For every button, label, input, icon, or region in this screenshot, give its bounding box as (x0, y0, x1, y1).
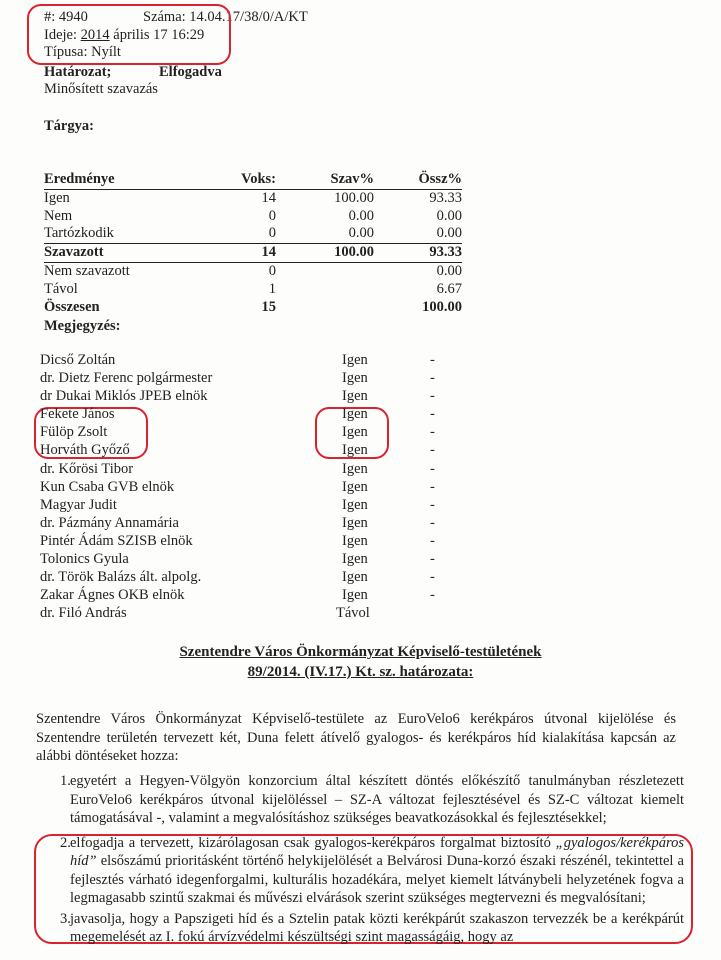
voter-name: dr. Kőrösi Tibor (40, 460, 134, 477)
item-number: 2. (60, 834, 71, 851)
voter-name: dr. Török Balázs ált. alpolg. (40, 569, 202, 586)
voter-name: Magyar Judit (40, 496, 117, 513)
voter-dash: - (430, 424, 435, 441)
row-ossz: 0.00 (436, 207, 462, 224)
row-label: Összesen (44, 298, 100, 315)
voter-name: dr. Dietz Ferenc polgármester (40, 370, 213, 387)
resolution-title (0, 642, 721, 682)
resolution-items (34, 772, 684, 947)
list-item (40, 604, 460, 622)
voter-dash: - (430, 587, 435, 604)
table-row (44, 244, 462, 263)
row-ossz: 93.33 (429, 189, 462, 206)
remarks-label: Megjegyzés: (44, 318, 121, 334)
list-item (40, 460, 460, 478)
voter-vote: Távol (336, 605, 370, 622)
voter-vote: Igen (342, 478, 368, 495)
voter-vote: Igen (342, 569, 368, 586)
table-row (44, 299, 462, 317)
row-ossz: 100.00 (422, 298, 462, 315)
decision-value: Elfogadva (159, 64, 222, 80)
vote-list (40, 351, 460, 622)
row-ossz: 0.00 (436, 225, 462, 242)
list-item (40, 478, 460, 496)
row-label: Nem (44, 207, 73, 224)
list-item (34, 910, 684, 947)
list-item (40, 496, 460, 514)
item-number: 3. (60, 910, 71, 927)
voter-name: dr Dukai Miklós JPEB elnök (40, 388, 208, 405)
voter-vote: Igen (342, 370, 368, 387)
table-row (44, 262, 462, 280)
item-text: javasolja, hogy a Papszigeti híd és a Sztelin patak közti kerékpárút szakaszon tervezzék be a kerékpárút megemelését az I. fokú árvízvédelmi készültségi szint magasságáig, hogy az (70, 910, 684, 945)
voter-dash: - (430, 569, 435, 586)
item-text-italic: „gyalogos/kerékpáros híd” (70, 834, 684, 869)
row-szav: 0.00 (348, 225, 374, 242)
row-label: Szavazott (44, 244, 216, 263)
row-szav: 100.00 (276, 244, 374, 263)
list-item (40, 405, 460, 423)
list-item (40, 387, 460, 405)
col-ossz: Össz% (374, 171, 462, 189)
list-item (40, 441, 460, 459)
table-row (44, 208, 462, 226)
voter-vote: Igen (342, 496, 368, 513)
row-ossz: 93.33 (374, 244, 462, 263)
row-voks: 1 (268, 280, 276, 297)
item-text-post: elsőszámú prioritásként történő helykijelölését a Belvárosi Duna-korzó északi részénél, tekintettel a fejlesztés várható idegenforgalmi, kulturális hozadékára, melyet kiemelt látványbeli helyzetének fogva a legmagasabb szintű szakmai és művészi elvárások szerint szükséges megtervezni és megvalósítani; (70, 853, 684, 906)
row-szav: 100.00 (334, 189, 374, 206)
voter-dash: - (430, 442, 435, 459)
list-item (34, 772, 684, 828)
voter-dash: - (430, 406, 435, 423)
decision-label: Határozat; (44, 64, 112, 80)
voter-dash: - (430, 478, 435, 495)
resolution-title-line1: Szentendre Város Önkormányzat Képviselő-testületének (179, 644, 542, 660)
row-szav: 0.00 (348, 207, 374, 224)
item-number: 1. (60, 773, 71, 789)
voter-dash: - (430, 496, 435, 513)
row-voks: 14 (261, 189, 276, 206)
date-label: Ideje: (44, 27, 81, 43)
row-szav (276, 281, 374, 299)
date-year: 2014 (80, 27, 110, 43)
voter-dash: - (430, 352, 435, 368)
table-row (44, 225, 462, 243)
row-voks: 0 (268, 262, 276, 279)
voter-dash: - (430, 551, 435, 568)
list-item (40, 586, 460, 604)
voter-name: Horváth Győző (40, 442, 130, 459)
voter-dash: - (430, 514, 435, 531)
voter-name: Zakar Ágnes OKB elnök (40, 587, 185, 604)
voter-vote: Igen (342, 424, 368, 441)
voter-name: Tolonics Gyula (40, 551, 129, 568)
row-voks: 14 (216, 244, 276, 263)
list-item (40, 532, 460, 550)
voter-vote: Igen (342, 460, 368, 477)
table-row (44, 281, 462, 299)
voter-vote: Igen (342, 514, 368, 531)
date-rest: április 17 16:29 (109, 27, 205, 43)
resolution-intro: Szentendre Város Önkormányzat Képviselő-testülete az EuroVelo6 kerékpáros útvonal kijelölése és Szentendre területén tervezett két, Duna felett átívelő gyalogos- és kerékpáros híd kialakítása kapcsán az alábbi döntéseket hozza: (36, 711, 676, 764)
row-label: Távol (44, 280, 78, 297)
list-item (40, 550, 460, 568)
subject-label: Tárgya: (44, 118, 94, 134)
col-voks: Voks: (216, 171, 276, 189)
list-item (40, 351, 460, 369)
record-number: Száma: 14.04.17/38/0/A/KT (143, 9, 308, 25)
list-item (40, 568, 460, 586)
row-ossz: 6.67 (436, 280, 462, 297)
row-voks: 0 (268, 207, 276, 224)
list-item (40, 514, 460, 532)
row-voks: 15 (261, 298, 276, 315)
row-szav (276, 262, 374, 280)
voter-name: dr. Pázmány Annamária (40, 514, 179, 531)
voter-vote: Igen (342, 352, 368, 368)
col-result: Eredménye (44, 171, 216, 189)
voter-dash: - (430, 532, 435, 549)
highlight-ring-header (27, 4, 231, 65)
voter-name: Dicső Zoltán (40, 352, 116, 368)
voter-dash: - (430, 460, 435, 477)
voter-vote: Igen (342, 551, 368, 568)
list-item (40, 369, 460, 387)
row-szav (276, 299, 374, 317)
voter-name: Pintér Ádám SZISB elnök (40, 532, 193, 549)
voter-dash: - (430, 388, 435, 405)
record-type: Típusa: Nyílt (44, 44, 121, 60)
record-id: #: 4940 (44, 9, 88, 25)
qualified-vote: Minősített szavazás (44, 81, 158, 97)
voter-name: dr. Filó András (40, 605, 127, 622)
voter-dash: - (430, 370, 435, 387)
row-voks: 0 (268, 225, 276, 242)
col-szav: Szav% (276, 171, 374, 189)
results-header-row (44, 171, 462, 189)
voter-name: Fekete János (40, 406, 115, 423)
item-text: egyetért a Hegyen-Völgyön konzorcium által készített döntés előkészítő tanulmányban részletezett EuroVelo6 kerékpáros útvonal kijelöléssel – SZ-A változat fejlesztésével és SZ-C változat kiemelt támogatásával -, valamint a megvalósításhoz szükséges beavatkozásokkal és fejlesztésekkel; (70, 773, 684, 826)
voter-vote: Igen (342, 388, 368, 405)
voter-vote: Igen (342, 532, 368, 549)
row-label: Tartózkodik (44, 225, 114, 242)
voter-vote: Igen (342, 406, 368, 423)
row-label: Nem szavazott (44, 262, 130, 279)
voter-vote: Igen (342, 587, 368, 604)
list-item (40, 423, 460, 441)
item-text: elfogadja a tervezett, kizárólagosan csak gyalogos-kerékpáros forgalmat biztosító (70, 834, 556, 851)
voter-name: Fülöp Zsolt (40, 424, 108, 441)
voter-vote: Igen (342, 442, 368, 459)
voter-name: Kun Csaba GVB elnök (40, 478, 175, 495)
resolution-title-line2: 89/2014. (IV.17.) Kt. sz. határozata: (247, 664, 474, 680)
row-label: Igen (44, 189, 70, 206)
table-row (44, 189, 462, 207)
list-item (34, 834, 684, 908)
row-ossz: 0.00 (436, 262, 462, 279)
results-table (44, 171, 462, 316)
